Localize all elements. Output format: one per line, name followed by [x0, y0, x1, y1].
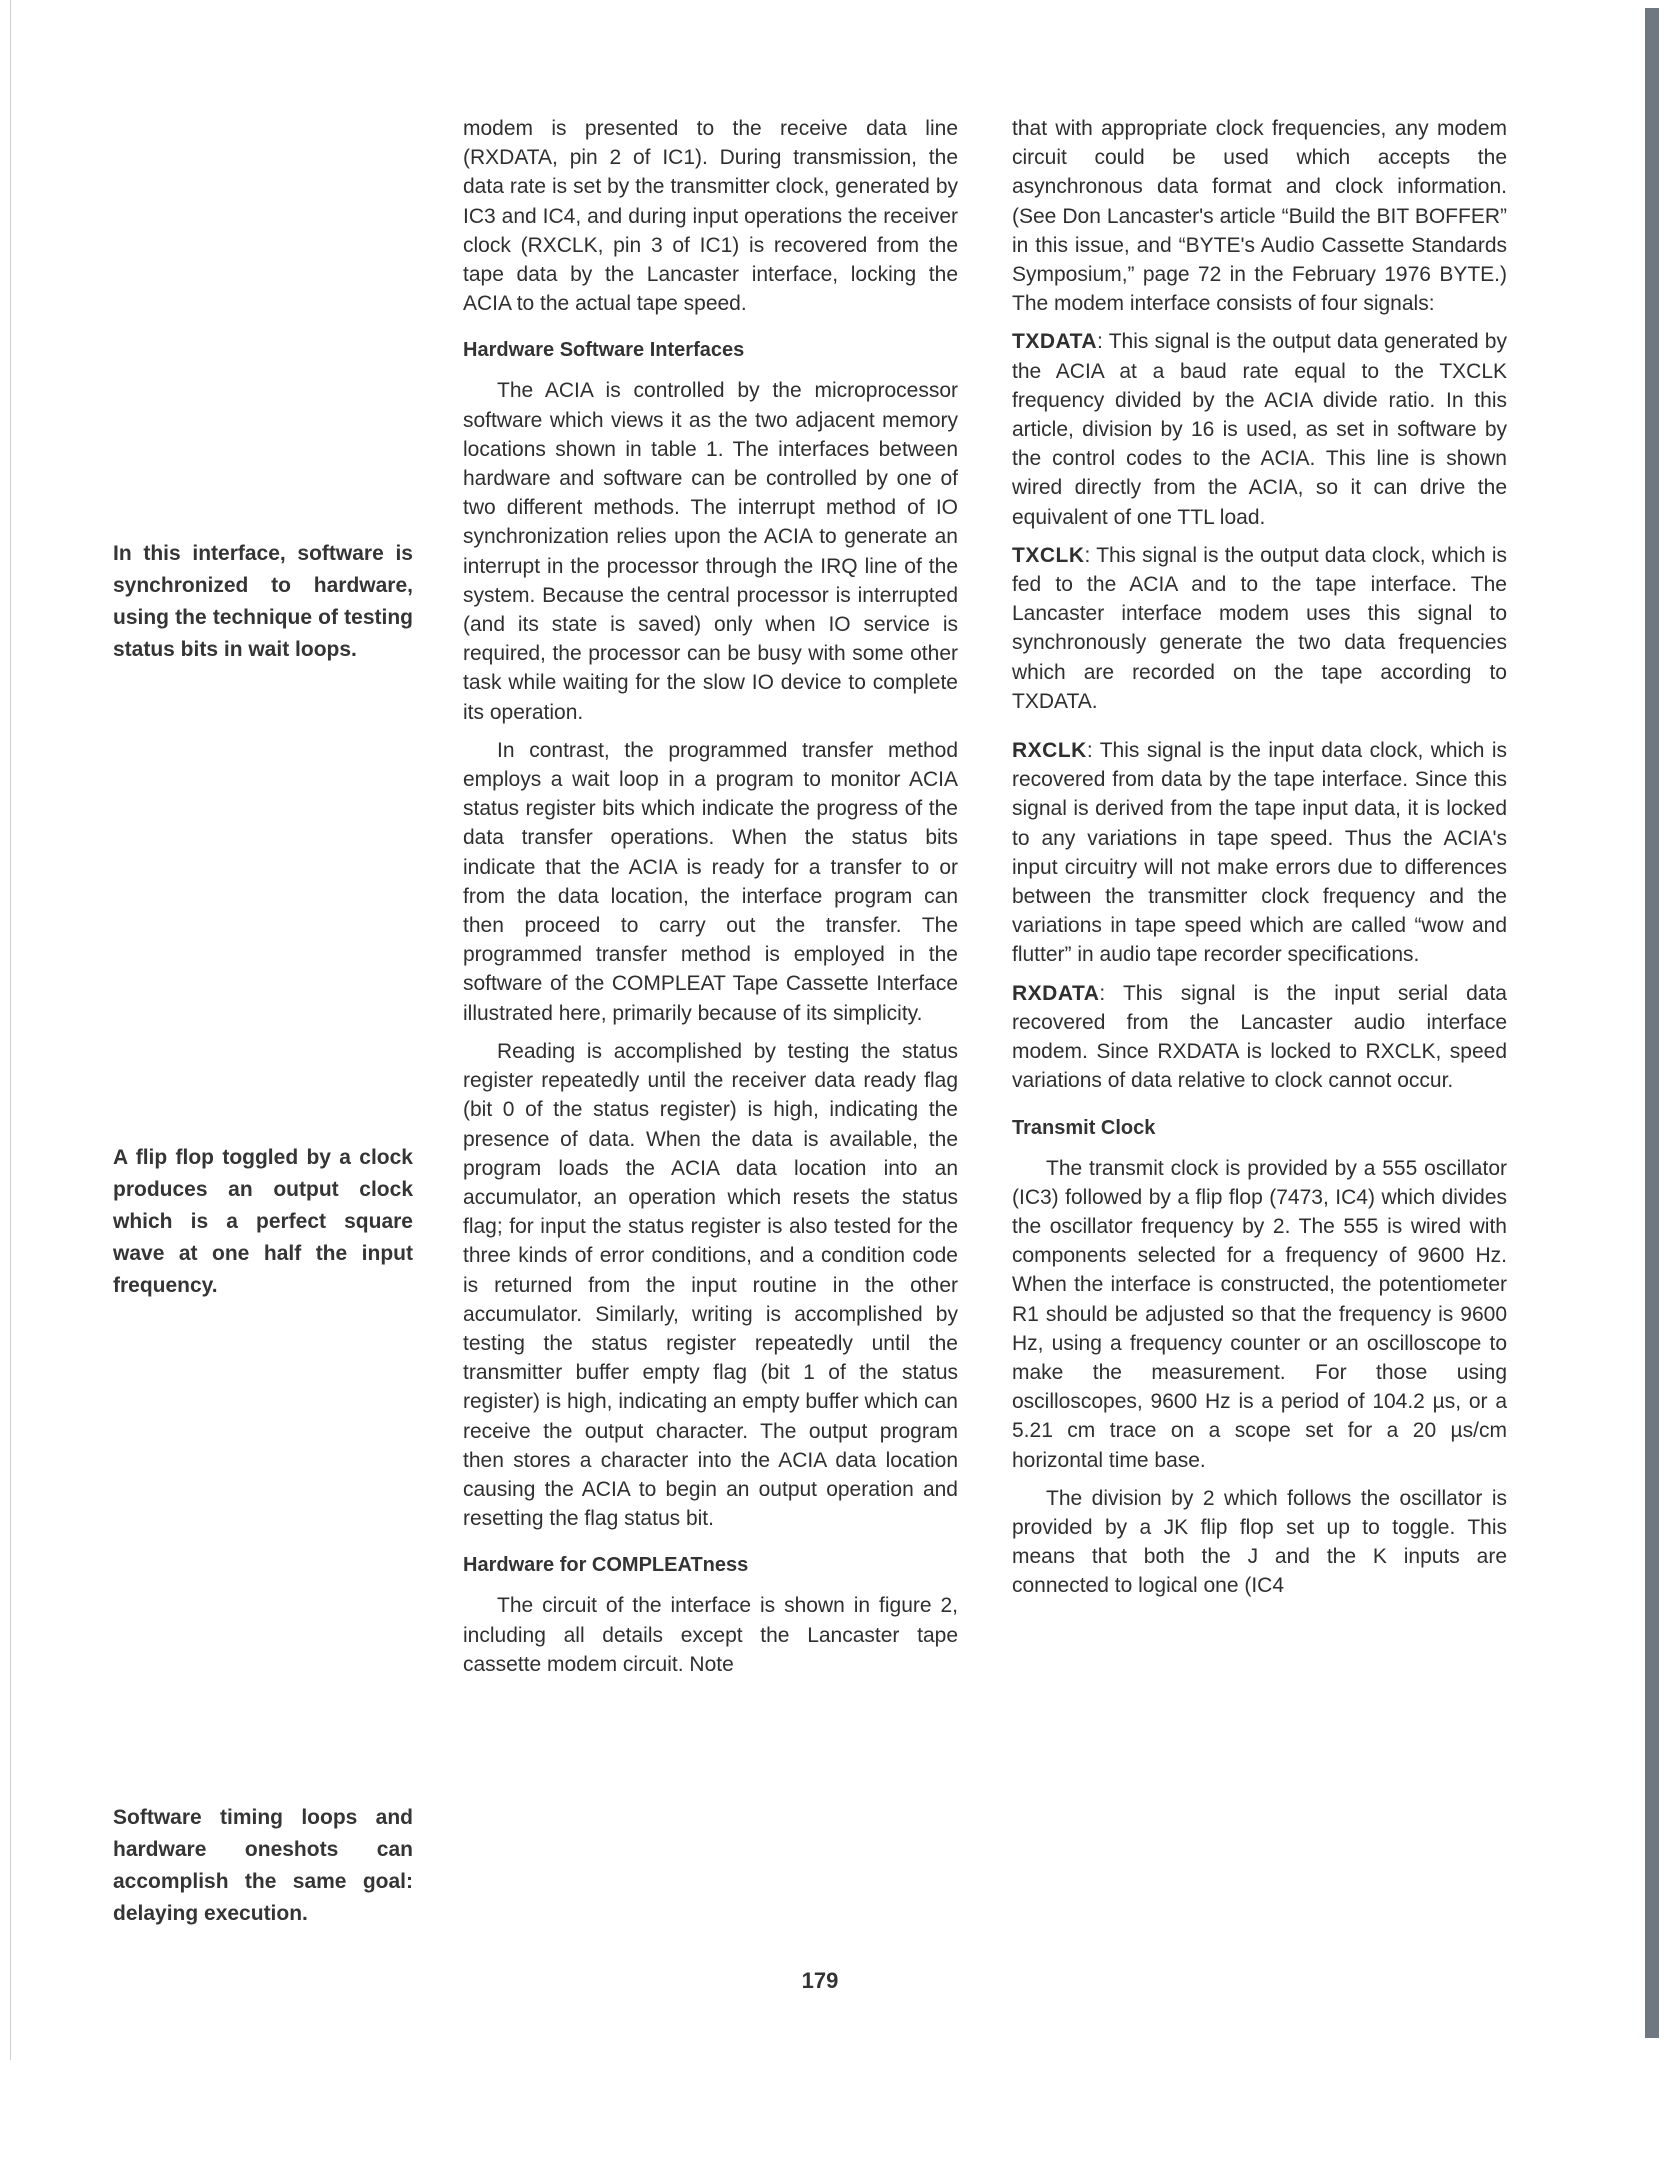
signal-description: : This signal is the input data clock, which is recovered from data by the tape interface. Since this signal is derived from the tape input data, it is locked to any variations in tape speed. Thus the ACIA's input circuitry will not make errors due to differences between the transmitter clock frequency and the variations in tape speed which are called “wow and flutter” in audio tape recorder specifications.: [1012, 739, 1507, 967]
article-column-right: [1012, 114, 1507, 1610]
signal-name: TXDATA: [1012, 330, 1098, 354]
margin-note-flip-flop: A flip flop toggled by a clock produces an output clock which is a perfect square wave at one half the input frequency.: [113, 1146, 413, 1297]
signal-definition-txdata: [1012, 327, 1507, 531]
signal-description: : This signal is the output data clock, which is fed to the ACIA and to the tape interface. The Lancaster interface modem uses this signal to synchronously generate the two data frequencies which are recorded on the tape according to TXDATA.: [1012, 543, 1507, 713]
binding-strip: [1645, 8, 1659, 2038]
paragraph: The ACIA is controlled by the microprocessor software which views it as the two adjacent memory locations shown in table 1. The interfaces between hardware and software can be controlled by one of two different methods. The interrupt method of IO synchronization relies upon the ACIA to generate an interrupt in the processor through the IRQ line of the system. Because the central processor is interrupted (and its state is saved) only when IO service is required, the processor can be busy with some other task while waiting for the slow IO device to complete its operation.: [463, 379, 958, 724]
section-heading-transmit-clock: Transmit Clock: [1012, 1116, 1156, 1139]
signal-name: TXCLK: [1012, 543, 1085, 567]
paragraph: In contrast, the programmed transfer method employs a wait loop in a program to monitor ACIA status register bits which indicate the progress of the data transfer operations. When the status bits indicate that the ACIA is ready for a transfer to or from the data location, the interface program can then proceed to carry out the transfer. The programmed transfer method is employed in the software of the COMPLEAT Tape Cassette Interface illustrated here, primarily because of its simplicity.: [463, 738, 958, 1025]
margin-note-software-sync: In this interface, software is synchronized to hardware, using the technique of testing status bits in wait loops.: [113, 542, 413, 661]
signal-definition-rxclk: [1012, 736, 1507, 970]
paragraph: The division by 2 which follows the oscillator is provided by a JK flip flop set up to toggle. This means that both the J and the K inputs are connected to logical one (IC4: [1012, 1486, 1507, 1598]
article-column-middle: [463, 114, 958, 1688]
signal-definition-txclk: [1012, 541, 1507, 716]
paragraph: The circuit of the interface is shown in figure 2, including all details except the Lancaster tape cassette modem circuit. Note: [463, 1594, 958, 1676]
margin-note-timing-loops: Software timing loops and hardware oneshots can accomplish the same goal: delaying execution.: [113, 1806, 413, 1925]
paragraph: Reading is accomplished by testing the status register repeatedly until the receiver data ready flag (bit 0 of the status register) is high, indicating the presence of data. When the data is available, the program loads the ACIA data location into an accumulator, an operation which resets the status flag; for input the status register is also tested for the three kinds of error conditions, and a condition code is returned from the input routine in the other accumulator. Similarly, writing is accomplished by testing the status register repeatedly until the transmitter buffer empty flag (bit 1 of the status register) is high, indicating an empty buffer which can receive the output character. The output program then stores a character into the ACIA data location causing the ACIA to begin an output operation and resetting the flag status bit.: [463, 1039, 958, 1531]
signal-name: RXDATA: [1012, 981, 1100, 1005]
paragraph: The transmit clock is provided by a 555 oscillator (IC3) followed by a flip flop (7473, IC4) which divides the oscillator frequency by 2. The 555 is wired with components selected for a frequency of 9600 Hz. When the interface is constructed, the potentiometer R1 should be adjusted so that the frequency is 9600 Hz, using a frequency counter or an oscilloscope to make the measurement. For those using oscilloscopes, 9600 Hz is a period of 104.2 µs, or a 5.21 cm trace on a scope set for a 20 µs/cm horizontal time base.: [1012, 1156, 1507, 1472]
paragraph: that with appropriate clock frequencies, any modem circuit could be used which accepts the asynchronous data format and clock information. (See Don Lancaster's article “Build the BIT BOFFER” in this issue, and “BYTE's Audio Cassette Standards Symposium,” page 72 in the February 1976 BYTE.) The modem interface consists of four signals:: [1012, 117, 1507, 316]
section-heading-hardware-compleatness: Hardware for COMPLEATness: [463, 1554, 749, 1577]
page-edge-line: [10, 0, 11, 2060]
signal-description: : This signal is the output data generated by the ACIA at a baud rate equal to the TXCLK frequency divided by the ACIA divide ratio. In this article, division by 16 is used, as set in software by the control codes to the ACIA. This line is shown wired directly from the ACIA, so it can drive the equivalent of one TTL load.: [1012, 330, 1507, 529]
signal-description: : This signal is the input serial data recovered from the Lancaster audio interface modem. Since RXDATA is locked to RXCLK, speed variations of data relative to clock cannot occur.: [1012, 981, 1507, 1093]
signal-name: RXCLK: [1012, 739, 1087, 763]
section-heading-hardware-software: Hardware Software Interfaces: [463, 339, 745, 362]
paragraph: modem is presented to the receive data line (RXDATA, pin 2 of IC1). During transmission, the data rate is set by the transmitter clock, generated by IC3 and IC4, and during input operations the receiver clock (RXCLK, pin 3 of IC1) is recovered from the tape data by the Lancaster interface, locking the ACIA to the actual tape speed.: [463, 117, 958, 316]
page-number: 179: [801, 1968, 839, 1993]
signal-definition-rxdata: [1012, 979, 1507, 1096]
